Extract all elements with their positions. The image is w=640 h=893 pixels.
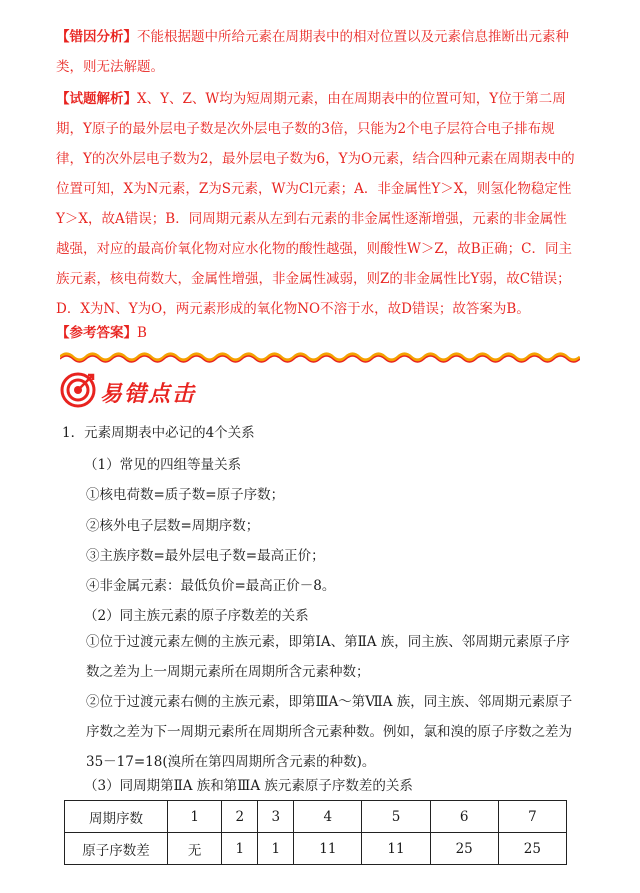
item-right-transition: ②位于过渡元素右侧的主族元素，即第ⅢA～第ⅦA 族，同主族、邻周期元素原子序数之差为下一周期元素所在周期所含元素种数。例如，氯和溴的原子序数之差为 35－17=18(溴所在第四周期所含元素的种数)。 <box>86 694 573 770</box>
answer-value: B <box>137 325 147 341</box>
sub-heading-equal-relations: （1）常见的四组等量关系 <box>84 457 242 473</box>
table-cell: 4 <box>294 801 362 833</box>
item-electron-shells: ②核外电子层数=周期序数； <box>86 518 260 534</box>
section-title: 易错点击 <box>100 382 197 407</box>
table-cell: 25 <box>498 833 566 865</box>
table-header-difference: 原子序数差 <box>65 833 168 865</box>
table-cell: 7 <box>498 801 566 833</box>
error-analysis-label: 【错因分析】 <box>56 29 137 45</box>
solution-paragraph <box>56 84 580 324</box>
table-cell: 2 <box>222 801 258 833</box>
table-cell: 3 <box>258 801 294 833</box>
wavy-divider <box>60 350 580 364</box>
answer-paragraph <box>56 318 580 348</box>
sub-heading-same-period: （3）同周期第ⅡA 族和第ⅢA 族元素原子序数差的关系 <box>84 778 413 794</box>
item-nuclear-charge: ①核电荷数=质子数=原子序数； <box>86 487 285 503</box>
heading-four-relations: 1．元素周期表中必记的4个关系 <box>62 425 255 441</box>
solution-label: 【试题解析】 <box>56 91 137 107</box>
table-row <box>65 833 567 865</box>
table-cell: 11 <box>362 833 430 865</box>
item-main-group: ③主族序数=最外层电子数=最高正价； <box>86 548 325 564</box>
table-cell: 1 <box>258 833 294 865</box>
table-cell: 无 <box>168 833 222 865</box>
table-cell: 25 <box>430 833 498 865</box>
item-left-transition: ①位于过渡元素左侧的主族元素，即第ⅠA、第ⅡA 族，同主族、邻周期元素原子序数之差为上一周期元素所在周期所含元素种数； <box>86 634 570 680</box>
error-analysis-paragraph <box>56 22 580 82</box>
table-cell: 6 <box>430 801 498 833</box>
error-analysis-text: 不能根据题中所给元素在周期表中的相对位置以及元素信息推断出元素种类，则无法解题。 <box>56 29 569 75</box>
period-difference-table <box>64 800 567 865</box>
sub-heading-same-group: （2）同主族元素的原子序数差的关系 <box>84 608 309 624</box>
answer-label: 【参考答案】 <box>56 325 137 341</box>
table-cell: 11 <box>294 833 362 865</box>
table-cell: 1 <box>168 801 222 833</box>
item-nonmetal-valence: ④非金属元素：最低负价=最高正价－8。 <box>86 578 336 594</box>
table-cell: 5 <box>362 801 430 833</box>
solution-text: X、Y、Z、W均为短周期元素，由在周期表中的位置可知，Y位于第二周期，Y原子的最外层电子数是次外层电子数的3倍，只能为2个电子层符合电子排布规律，Y的次外层电子数为2，最外层电子数为6，Y为O元素，结合四种元素在周期表中的位置可知，X为N元素，Z为S元素，W为Cl元素；A．非金属性Y＞X，则氢化物稳定性Y＞X，故A错误；B．同周期元素从左到右元素的非金属性逐渐增强，元素的非金属性越强，对应的最高价氧化物对应水化物的酸性越强，则酸性W＞Z，故B正确；C．同主族元素，核电荷数大，金属性增强，非金属性减弱，则Z的非金属性比Y弱，故C错误；D．X为N、Y为O，两元素形成的氧化物NO不溶于水，故D错误；故答案为B。 <box>56 91 575 317</box>
table-header-period: 周期序数 <box>65 801 168 833</box>
table-row <box>65 801 567 833</box>
table-cell: 1 <box>222 833 258 865</box>
target-icon <box>60 372 96 408</box>
